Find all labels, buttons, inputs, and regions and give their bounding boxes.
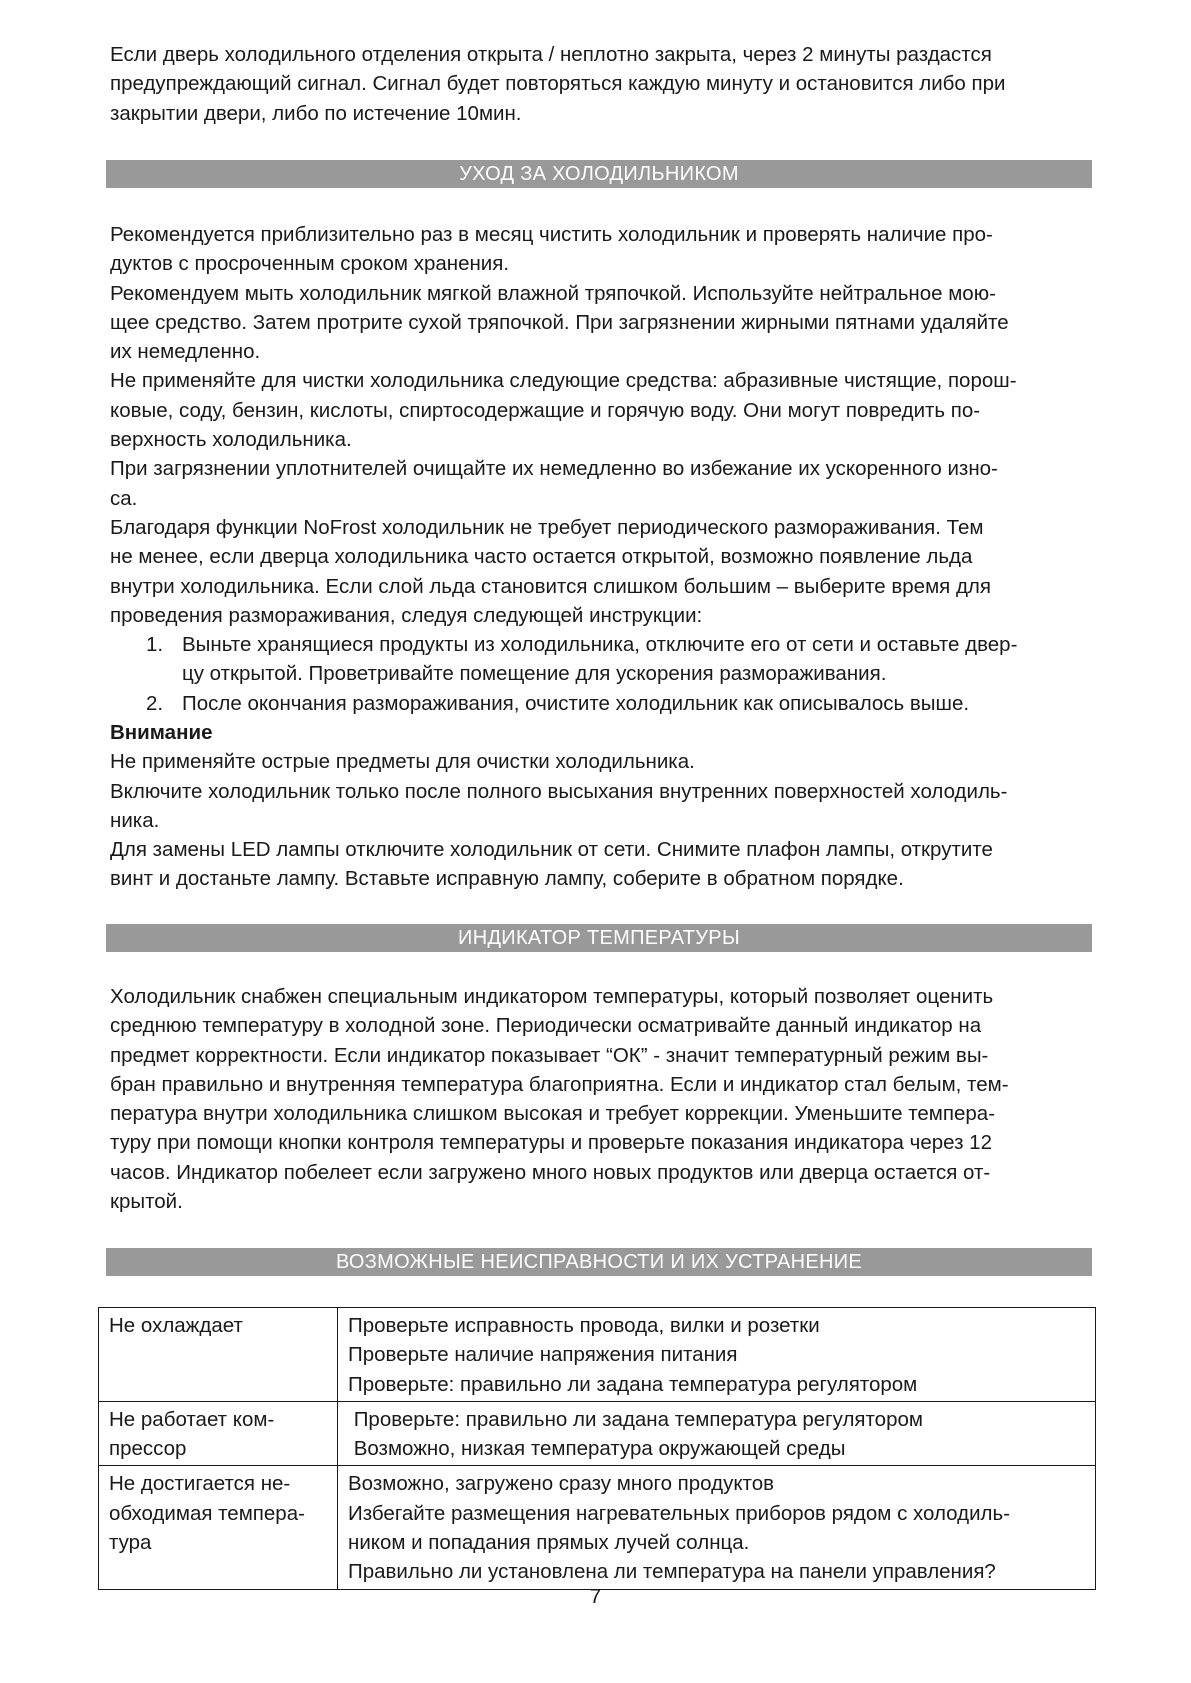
list-item bbox=[110, 689, 1090, 718]
text-line: бран правильно и внутренняя температура благоприятна. Если и индикатор стал белым, тем- bbox=[110, 1072, 1009, 1096]
problem-cell bbox=[99, 1466, 338, 1589]
problem-cell bbox=[99, 1401, 338, 1466]
list-item-number: 2. bbox=[146, 691, 164, 715]
text-line: предмет корректности. Если индикатор показывает “ОК” - значит температурный режим вы- bbox=[110, 1043, 989, 1067]
text-line: пература внутри холодильника слишком высокая и требует коррекции. Уменьшите темпера- bbox=[110, 1102, 996, 1126]
text-line: прессор bbox=[109, 1437, 187, 1461]
text-line: дуктов с просроченным сроком хранения. bbox=[110, 252, 510, 276]
text-line: щее средство. Затем протрите сухой тряпочкой. При загрязнении жирными пятнами удаляйте bbox=[110, 310, 1009, 334]
care-paragraph bbox=[110, 220, 1090, 630]
text-line: са. bbox=[110, 486, 138, 510]
section-heading-care: УХОД ЗА ХОЛОДИЛЬНИКОМ bbox=[106, 160, 1092, 188]
text-line: часов. Индикатор побелеет если загружено много новых продуктов или дверца остается от- bbox=[110, 1160, 991, 1184]
text-line: ника. bbox=[110, 808, 160, 832]
text-line: При загрязнении уплотнителей очищайте их немедленно во избежание их ускоренного изно- bbox=[110, 457, 998, 481]
text-line: проведения размораживания, следуя следующей инструкции: bbox=[110, 603, 703, 627]
text-line: Проверьте исправность провода, вилки и розетки bbox=[348, 1314, 820, 1337]
text-line: Правильно ли установлена ли температура на панели управления? bbox=[348, 1560, 996, 1584]
table-row bbox=[99, 1466, 1096, 1589]
text-line: закрытии двери, либо по истечение 10мин. bbox=[110, 101, 522, 125]
text-line: Не работает ком- bbox=[109, 1407, 275, 1431]
table-row bbox=[99, 1401, 1096, 1466]
text-line: крытой. bbox=[110, 1190, 183, 1214]
text-line: их немедленно. bbox=[110, 340, 261, 364]
text-line: предупреждающий сигнал. Сигнал будет повторяться каждую минуту и остановится либо при bbox=[110, 72, 1006, 96]
text-line: Включите холодильник только после полного высыхания внутренних поверхностей холодиль- bbox=[110, 779, 1008, 803]
text-line: Холодильник снабжен специальным индикатором температуры, который позволяет оценить bbox=[110, 985, 994, 1008]
text-line: Рекомендуется приблизительно раз в месяц чистить холодильник и проверять наличие про- bbox=[110, 223, 993, 246]
text-line: туру при помощи кнопки контроля температуры и проверьте показания индикатора через 12 bbox=[110, 1131, 992, 1155]
list-item-number: 1. bbox=[146, 633, 164, 656]
text-line: обходимая темпера- bbox=[109, 1501, 305, 1525]
text-line: внутри холодильника. Если слой льда становится слишком большим – выберите время для bbox=[110, 574, 991, 598]
solution-cell bbox=[338, 1308, 1096, 1402]
text-line: среднюю температуру в холодной зоне. Периодически осматривайте данный индикатор на bbox=[110, 1014, 982, 1038]
text-line: Не применяйте для чистки холодильника следующие средства: абразивные чистящие, порош- bbox=[110, 369, 1017, 393]
defrost-steps-list bbox=[110, 630, 1090, 718]
warning-title: Внимание bbox=[110, 721, 213, 744]
problem-cell bbox=[99, 1308, 338, 1402]
section-heading-troubleshooting: ВОЗМОЖНЫЕ НЕИСПРАВНОСТИ И ИХ УСТРАНЕНИЕ bbox=[106, 1248, 1092, 1276]
text-line: Проверьте: правильно ли задана температура регулятором bbox=[348, 1407, 923, 1431]
text-line: не менее, если дверца холодильника часто остается открытой, возможно появление льда bbox=[110, 545, 973, 569]
text-line: Не применяйте острые предметы для очистки холодильника. bbox=[110, 750, 695, 774]
text-line: ковые, соду, бензин, кислоты, спиртосодержащие и горячую воду. Они могут повредить по- bbox=[110, 398, 981, 422]
text-line: Выньте хранящиеся продукты из холодильника, отключите его от сети и оставьте двер- bbox=[182, 633, 1018, 656]
text-line: верхность холодильника. bbox=[110, 428, 352, 452]
list-item bbox=[110, 630, 1090, 689]
warning-block bbox=[110, 718, 1090, 894]
indicator-paragraph bbox=[110, 982, 1090, 1216]
page-number: 7 bbox=[589, 1585, 602, 1608]
text-line: ником и попадания прямых лучей солнца. bbox=[348, 1531, 750, 1555]
text-line: После окончания размораживания, очистите холодильник как описывалось выше. bbox=[182, 691, 970, 715]
intro-paragraph bbox=[110, 40, 1090, 128]
text-line: винт и достаньте лампу. Вставьте исправную лампу, соберите в обратном порядке. bbox=[110, 867, 904, 891]
troubleshooting-table bbox=[98, 1307, 1096, 1590]
text-line: Не охлаждает bbox=[109, 1314, 243, 1337]
text-line: Благодаря функции NoFrost холодильник не требует периодического размораживания. Тем bbox=[110, 515, 984, 539]
text-line: Если дверь холодильного отделения открыта / неплотно закрыта, через 2 минуты раздастся bbox=[110, 43, 992, 66]
table-row bbox=[99, 1308, 1096, 1402]
text-line: Для замены LED лампы отключите холодильник от сети. Снимите плафон лампы, открутите bbox=[110, 838, 993, 862]
text-line: Проверьте наличие напряжения питания bbox=[348, 1343, 738, 1367]
text-line: Проверьте: правильно ли задана температура регулятором bbox=[348, 1372, 918, 1396]
solution-cell bbox=[338, 1466, 1096, 1589]
text-line: тура bbox=[109, 1531, 152, 1555]
section-heading-indicator: ИНДИКАТОР ТЕМПЕРАТУРЫ bbox=[106, 924, 1092, 952]
text-line: Рекомендуем мыть холодильник мягкой влажной тряпочкой. Используйте нейтральное мою- bbox=[110, 281, 996, 305]
solution-cell bbox=[338, 1401, 1096, 1466]
text-line: цу открытой. Проветривайте помещение для ускорения размораживания. bbox=[182, 662, 887, 686]
text-line: Избегайте размещения нагревательных приборов рядом с холодиль- bbox=[348, 1501, 1011, 1525]
text-line: Возможно, загружено сразу много продуктов bbox=[348, 1472, 774, 1496]
text-line: Не достигается не- bbox=[109, 1472, 291, 1496]
text-line: Возможно, низкая температура окружающей среды bbox=[348, 1437, 846, 1461]
